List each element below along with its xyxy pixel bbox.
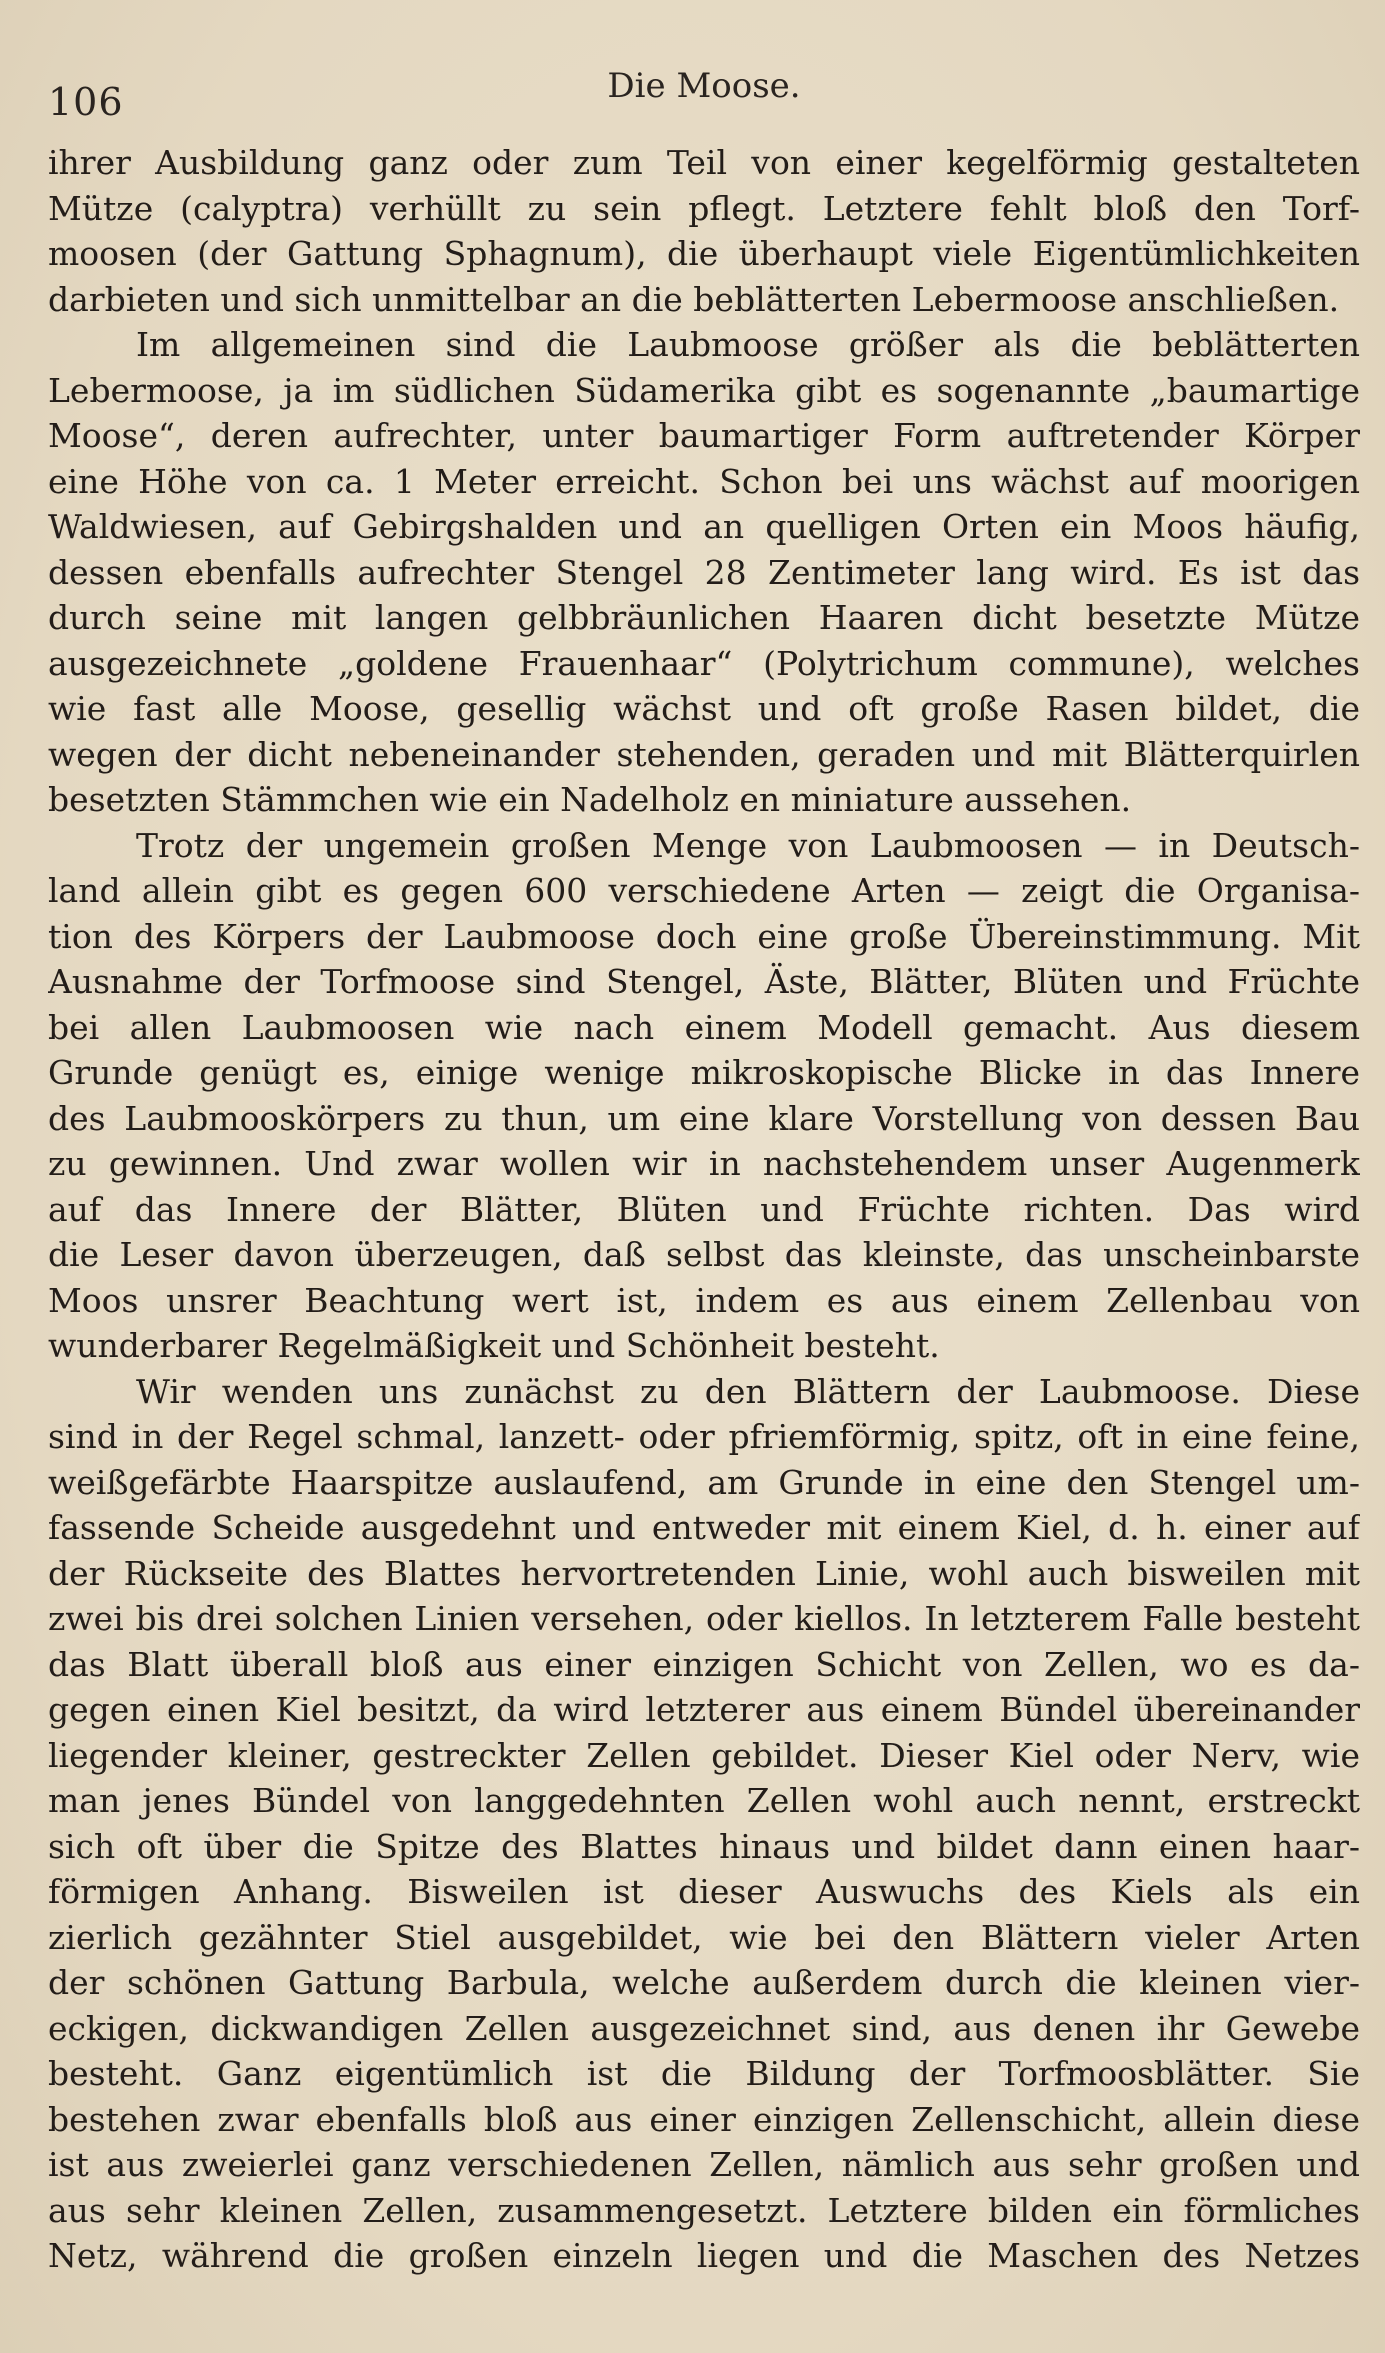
page-number: 106 <box>48 80 124 124</box>
text-line: ihrer Ausbildung ganz oder zum Teil von einer kegelförmig gestalteten <box>48 143 1360 182</box>
text-line: eine Höhe von ca. 1 Meter erreicht. Schon bei uns wächst auf moorigen <box>48 461 1360 501</box>
text-line: zierlich gezähnter Stiel ausgebildet, wie bei den Blättern vieler Arten <box>48 1917 1360 1957</box>
text-line: Grunde genügt es, einige wenige mikroskopische Blicke in das Innere <box>48 1053 1360 1092</box>
text-line: das Blatt überall bloß aus einer einzigen Schicht von Zellen, wo es da- <box>48 1644 1360 1684</box>
text-line: wunderbarer Regelmäßigkeit und Schönheit besteht. <box>48 1326 940 1365</box>
running-title: Die Moose. <box>607 66 801 106</box>
text-line: wegen der dicht nebeneinander stehenden, geraden und mit Blätterquirlen <box>48 734 1360 774</box>
text-line: Waldwiesen, auf Gebirgshalden und an quelligen Orten ein Moos häufig, <box>48 507 1360 546</box>
text-line: moosen (der Gattung Sphagnum), die überhaupt viele Eigentümlichkeiten <box>48 234 1360 273</box>
text-line: ist aus zweierlei ganz verschiedenen Zellen, nämlich aus sehr großen und <box>48 2145 1360 2184</box>
text-line: fassende Scheide ausgedehnt und entweder mit einem Kiel, d. h. einer auf <box>48 1508 1360 1547</box>
text-line: sich oft über die Spitze des Blattes hinaus und bildet dann einen haar- <box>48 1826 1360 1866</box>
text-line: der schönen Gattung Barbula, welche außerdem durch die kleinen vier- <box>48 1963 1360 2002</box>
text-line: Netz, während die großen einzeln liegen und die Maschen des Netzes <box>48 2236 1360 2275</box>
text-line: zu gewinnen. Und zwar wollen wir in nachstehendem unser Augenmerk <box>48 1144 1360 1183</box>
text-line: eckigen, dickwandigen Zellen ausgezeichnet sind, aus denen ihr Gewebe <box>48 2008 1360 2048</box>
text-line: bei allen Laubmoosen wie nach einem Modell gemacht. Aus diesem <box>48 1007 1360 1047</box>
text-line: gegen einen Kiel besitzt, da wird letzterer aus einem Bündel übereinander <box>48 1690 1360 1729</box>
text-line: Trotz der ungemein großen Menge von Laubmoosen — in Deutsch- <box>136 825 1360 865</box>
text-line: zwei bis drei solchen Linien versehen, oder kiellos. In letzterem Falle besteht <box>48 1599 1360 1638</box>
text-line: land allein gibt es gegen 600 verschiedene Arten — zeigt die Organisa- <box>48 871 1360 910</box>
text-line: ausgezeichnete „goldene Frauenhaar“ (Polytrichum commune), welches <box>48 643 1360 683</box>
text-line: darbieten und sich unmittelbar an die beblätterten Lebermoose anschließen. <box>48 279 1340 319</box>
text-line: auf das Innere der Blätter, Blüten und Früchte richten. Das wird <box>48 1189 1360 1229</box>
text-line: besteht. Ganz eigentümlich ist die Bildung der Torfmoosblätter. Sie <box>48 2054 1360 2093</box>
text-line: Moos unsrer Beachtung wert ist, indem es aus einem Zellenbau von <box>48 1280 1360 1320</box>
text-line: Wir wenden uns zunächst zu den Blättern der Laubmoose. Diese <box>136 1371 1360 1411</box>
text-line: sind in der Regel schmal, lanzett- oder pfriemförmig, spitz, oft in eine feine, <box>48 1417 1360 1456</box>
text-line: förmigen Anhang. Bisweilen ist dieser Auswuchs des Kiels als ein <box>48 1872 1360 1911</box>
text-line: weißgefärbte Haarspitze auslaufend, am Grunde in eine den Stengel um- <box>48 1462 1360 1502</box>
text-line: Ausnahme der Torfmoose sind Stengel, Äste, Blätter, Blüten und Früchte <box>48 962 1360 1001</box>
page-header <box>48 66 1360 126</box>
text-line: wie fast alle Moose, gesellig wächst und oft große Rasen bildet, die <box>48 689 1360 728</box>
text-line: des Laubmooskörpers zu thun, um eine klare Vorstellung von dessen Bau <box>48 1098 1360 1138</box>
text-line: Moose“, deren aufrechter, unter baumartiger Form auftretender Körper <box>48 416 1360 455</box>
text-line: bestehen zwar ebenfalls bloß aus einer einzigen Zellenschicht, allein diese <box>48 2099 1360 2139</box>
text-line: dessen ebenfalls aufrechter Stengel 28 Zentimeter lang wird. Es ist das <box>48 552 1360 592</box>
text-line: aus sehr kleinen Zellen, zusammengesetzt. Letztere bilden ein förmliches <box>48 2190 1360 2230</box>
body-text <box>48 140 1360 2279</box>
text-line: besetzten Stämmchen wie ein Nadelholz en miniature aussehen. <box>48 780 1132 819</box>
text-line: man jenes Bündel von langgedehnten Zellen wohl auch nennt, erstreckt <box>48 1781 1360 1820</box>
text-line: tion des Körpers der Laubmoose doch eine große Übereinstimmung. Mit <box>48 916 1360 956</box>
text-line: der Rückseite des Blattes hervortretenden Linie, wohl auch bisweilen mit <box>48 1553 1360 1593</box>
text-line: Im allgemeinen sind die Laubmoose größer als die beblätterten <box>136 325 1360 364</box>
text-line: die Leser davon überzeugen, daß selbst das kleinste, das unscheinbarste <box>48 1235 1360 1274</box>
text-line: liegender kleiner, gestreckter Zellen gebildet. Dieser Kiel oder Nerv, wie <box>48 1735 1360 1775</box>
text-line: durch seine mit langen gelbbräunlichen Haaren dicht besetzte Mütze <box>48 598 1360 637</box>
text-line: Lebermoose, ja im südlichen Südamerika gibt es sogenannte „baumartige <box>48 370 1360 410</box>
text-line: Mütze (calyptra) verhüllt zu sein pflegt. Letztere fehlt bloß den Torf- <box>48 188 1360 228</box>
